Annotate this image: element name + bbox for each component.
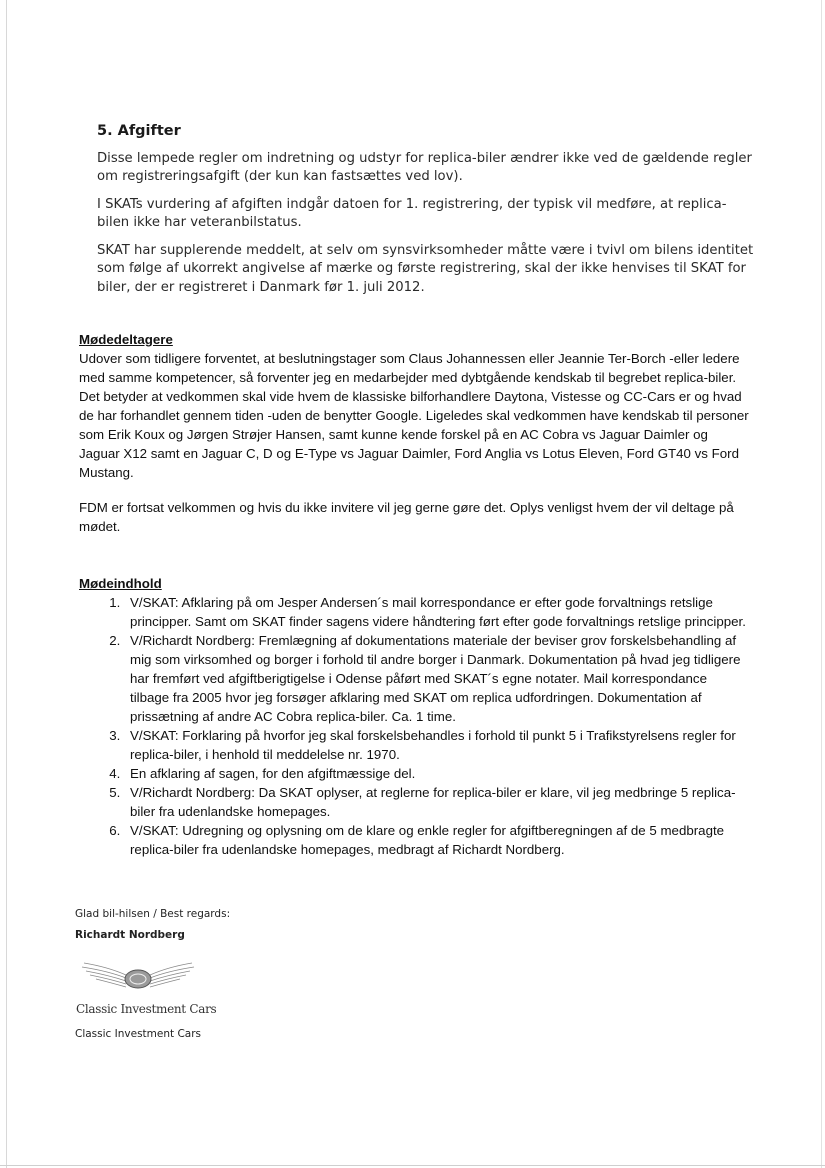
sender-name: Richardt Nordberg [75, 929, 185, 941]
agenda-item: 3. V/SKAT: Forklaring på hvorfor jeg skal forskelsbehandles i forhold til punkt 5 i Trafikstyrelsens regler for replica-biler, i henhold til meddelelse nr. 1970. [124, 726, 749, 764]
section-5-paragraph: SKAT har supplerende meddelt, at selv om synsvirksomheder måtte være i tvivl om bilens identitet som følge af ukorrekt angivelse af mærke og første registrering, skal der ikke henvises til SKAT for biler, der er registreret i Danmark før 1. juli 2012. [97, 242, 754, 295]
participants-section [79, 330, 749, 482]
fdm-section [79, 498, 749, 536]
agenda-list [79, 593, 749, 859]
section-5-paragraph: I SKATs vurdering af afgiften indgår datoen for 1. registrering, der typisk vil medføre, at replica-bilen ikke har veteranbilstatus. [97, 196, 727, 230]
scan-edge-left [6, 0, 7, 1168]
participants-text: Udover som tidligere forventet, at beslutningstager som Claus Johannessen eller Jeannie Ter-Borch -eller ledere med samme kompetencer, så forventer jeg en medarbejder med dybtgående kendskab til begrebet replica-biler. Det betyder at vedkommen skal vide hvem de klassiske bilforhandlere Daytona, Vistesse og CC-Cars er og hvad de har forhandlet gennem tiden -uden de benytter Google. Ligeledes skal vedkommen have kendskab til personer som Erik Koux og Jørgen Strøjer Hansen, samt kunne kende forskel på en AC Cobra vs Jaguar Daimler og Jaguar X12 samt en Jaguar C, D og E-Type vs Jaguar Daimler, Ford Anglia vs Lotus Eleven, Ford GT40 vs Ford Mustang. [79, 351, 749, 480]
greeting: Glad bil-hilsen / Best regards: [75, 908, 231, 920]
signoff [75, 908, 230, 941]
scan-edge-right [821, 0, 822, 1168]
agenda-item: 6. V/SKAT: Udregning og oplysning om de klare og enkle regler for afgiftberegningen af de 5 medbragte replica-biler fra udenlandske homepages, medbragt af Richardt Nordberg. [124, 821, 749, 859]
agenda-title: Mødeindhold [79, 576, 162, 591]
participants-title: Mødedeltagere [79, 332, 173, 347]
section-5-heading: 5. Afgifter [97, 123, 181, 139]
scan-edge-bottom [0, 1165, 825, 1166]
company-name: Classic Investment Cars [75, 1028, 202, 1040]
agenda-section [79, 574, 749, 859]
agenda-item: 4. En afklaring af sagen, for den afgiftmæssige del. [124, 764, 749, 783]
pasted-rules-excerpt [97, 122, 757, 306]
section-5-paragraph: Disse lempede regler om indretning og udstyr for replica-biler ændrer ikke ved de gældende regler om registreringsafgift (der kun kan fastsættes ved lov). [97, 150, 752, 184]
agenda-item: 2. V/Richardt Nordberg: Fremlægning af dokumentations materiale der beviser grov forskelsbehandling af mig som virksomhed og borger i forhold til andre borger i Danmark. Dokumentation på hvad jeg tidligere har fremført ved afgiftberigtigelse i Odense påført med SKAT´s egne notater. Mail korrespondance tilbage fra 2005 hvor jeg forsøger afklaring med SKAT om replica udfordringen. Dokumentation af prissætning af andre AC Cobra replica-biler. Ca. 1 time. [124, 631, 749, 726]
winged-logo-icon [78, 957, 198, 999]
agenda-item: 1. V/SKAT: Afklaring på om Jesper Andersen´s mail korrespondance er efter gode forvaltnings retslige principper. Samt om SKAT finder sagens videre håndtering ført efter gode forvaltnings retslige principper. [124, 593, 749, 631]
logo-wordmark: Classic Investment Cars [76, 1002, 217, 1016]
fdm-text: FDM er fortsat velkommen og hvis du ikke invitere vil jeg gerne gøre det. Oplys venligst hvem der vil deltage på mødet. [79, 500, 734, 534]
agenda-item: 5. V/Richardt Nordberg: Da SKAT oplyser, at reglerne for replica-biler er klare, vil jeg medbringe 5 replica-biler fra udenlandske homepages. [124, 783, 749, 821]
